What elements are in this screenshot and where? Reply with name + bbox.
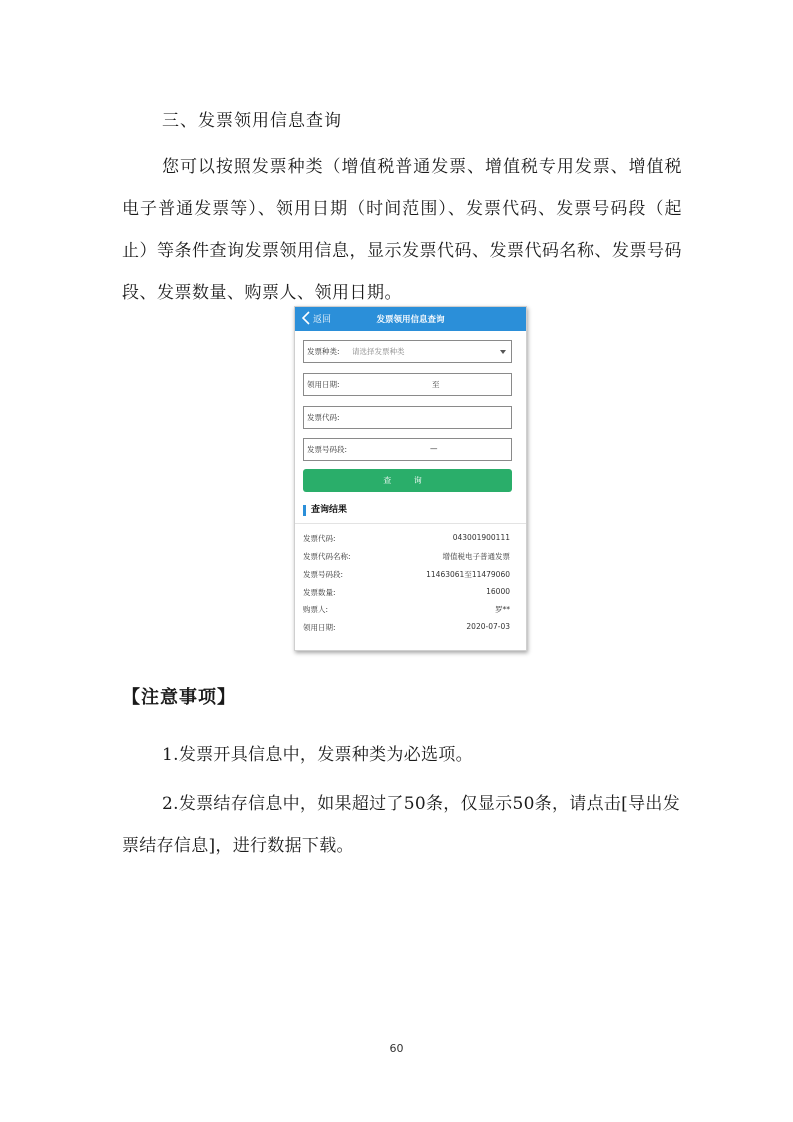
back-label: 返回 (313, 314, 332, 325)
query-button[interactable]: 查 询 (303, 469, 512, 492)
result-title: 查询结果 (303, 505, 347, 516)
chevron-down-icon (500, 350, 506, 354)
result-key: 发票号码段: (303, 570, 344, 579)
result-row (303, 604, 510, 616)
date-label: 领用日期: (307, 380, 340, 389)
result-value: 16000 (486, 587, 510, 596)
invoice-type-select[interactable] (303, 340, 512, 363)
date-range-field[interactable] (303, 373, 512, 396)
app-screenshot (294, 306, 527, 651)
result-key: 发票代码: (303, 534, 336, 543)
result-value: 043001900111 (452, 533, 510, 542)
invoice-type-label: 发票种类: (307, 347, 340, 356)
result-row (303, 622, 510, 634)
date-separator: 至 (432, 380, 440, 389)
result-row (303, 551, 510, 563)
result-value: 2020-07-03 (466, 622, 510, 631)
note-item-1: 1.发票开具信息中，发票种类为必选项。 (162, 745, 473, 765)
intro-paragraph: 您可以按照发票种类（增值税普通发票、增值税专用发票、增值税电子普通发票等）、领用日期（时间范围）、发票代码、发票号码段（起止）等条件查询发票领用信息，显示发票代码、发票代码名称、发票号码段、发票数量、购票人、领用日期。 (122, 157, 682, 303)
result-value: 11463061至11479060 (426, 570, 510, 579)
notice-title: 【注意事项】 (122, 687, 236, 708)
result-value: 增值税电子普通发票 (442, 552, 510, 561)
app-title: 发票领用信息查询 (376, 315, 445, 325)
result-key: 发票代码名称: (303, 552, 351, 561)
result-key: 购票人: (303, 605, 329, 614)
note-item-2: 2.发票结存信息中，如果超过了50条，仅显示50条，请点击[导出发票结存信息]，进行数据下载。 (122, 794, 681, 856)
page-number: 60 (389, 1042, 404, 1055)
result-key: 领用日期: (303, 623, 336, 632)
app-nav-bar (295, 307, 526, 331)
result-key: 发票数量: (303, 588, 336, 597)
result-row (303, 569, 510, 581)
result-row (303, 587, 510, 599)
invoice-code-field[interactable] (303, 406, 512, 429)
invoice-number-range-field[interactable] (303, 438, 512, 461)
section-heading: 三、发票领用信息查询 (162, 111, 342, 131)
invoice-code-label: 发票代码: (307, 413, 340, 422)
invoice-type-placeholder: 请选择发票种类 (352, 347, 405, 356)
number-separator: — (430, 444, 438, 453)
result-divider (295, 523, 526, 524)
invoice-number-label: 发票号码段: (307, 445, 348, 454)
result-row (303, 533, 510, 545)
result-value: 罗** (495, 605, 510, 614)
